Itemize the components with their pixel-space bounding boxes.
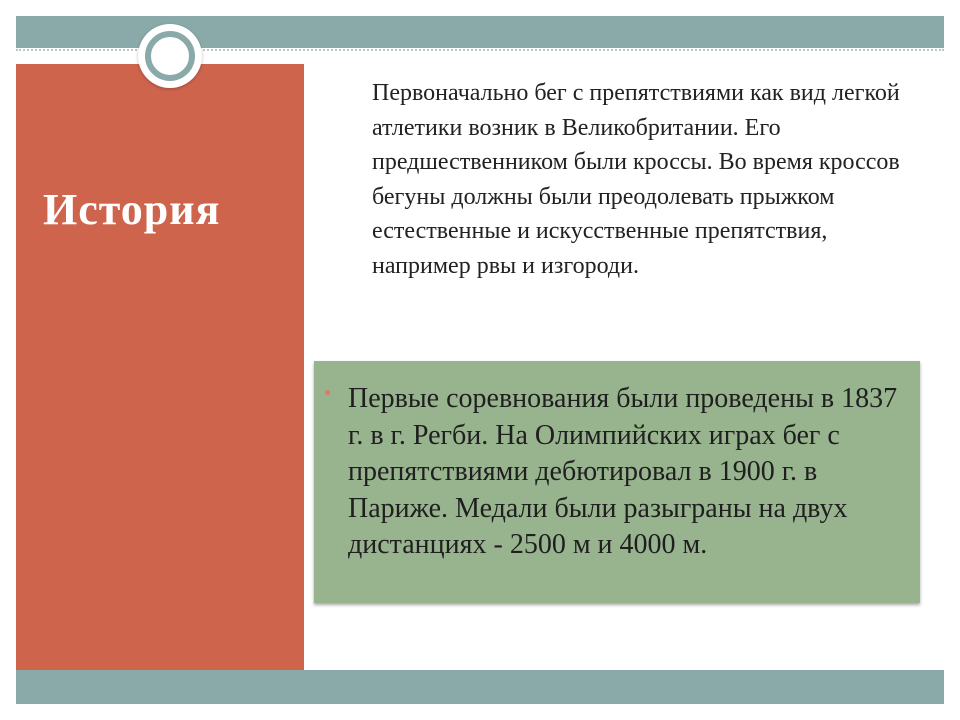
circle-ring <box>145 31 195 81</box>
history-paragraph: Первоначально бег с препятствиями как вид легкой атлетики возник в Великобритании. Его предшественником были кроссы. Во время кроссов бегуны должны были преодолевать прыжком естественные и искусственные препятствия, например рвы и изгороди. <box>372 80 900 279</box>
title-panel <box>16 64 304 670</box>
slide-title: История <box>43 185 221 234</box>
highlight-box <box>314 361 920 603</box>
bottom-band <box>16 670 944 704</box>
bullet-icon: ● <box>324 385 332 399</box>
circle-ornament-icon <box>138 24 202 88</box>
slide <box>16 16 944 704</box>
bullet-text: Первые соревнования были проведены в 1837 г. в г. Регби. На Олимпийских играх бег с препятствиями дебютировал в 1900 г. в Париже. Медали были разыграны на двух дистанциях - 2500 м и 4000 м. <box>348 383 898 560</box>
